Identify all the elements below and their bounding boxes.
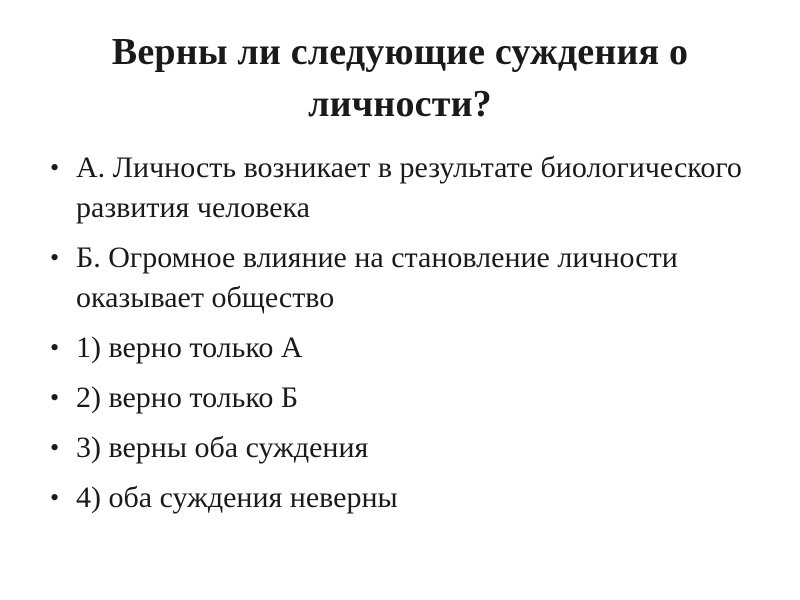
answer-option-1-text: 1) верно только А: [76, 331, 303, 364]
slide-title: Верны ли следующие суждения о личности?: [111, 31, 689, 125]
bullet-icon: •: [50, 243, 60, 272]
statement-b-text: Б. Огромное влияние на становление личности оказывает общество: [76, 241, 678, 314]
answer-option-1: [48, 328, 768, 368]
answer-option-4-text: 4) оба суждения неверны: [76, 481, 398, 514]
answer-option-3: [48, 428, 768, 468]
bullet-icon: •: [50, 433, 60, 462]
statement-a-text: А. Личность возникает в результате биологического развития человека: [76, 151, 742, 224]
bullet-icon: •: [50, 483, 60, 512]
bullet-icon: •: [50, 383, 60, 412]
answer-option-3-text: 3) верны оба суждения: [76, 431, 369, 464]
answer-option-4: [48, 478, 768, 518]
bullet-list: [48, 148, 768, 528]
statement-b: [48, 238, 768, 318]
answer-option-2: [48, 378, 768, 418]
answer-option-2-text: 2) верно только Б: [76, 381, 299, 414]
statement-a: [48, 148, 768, 228]
bullet-icon: •: [50, 333, 60, 362]
bullet-icon: •: [50, 153, 60, 182]
